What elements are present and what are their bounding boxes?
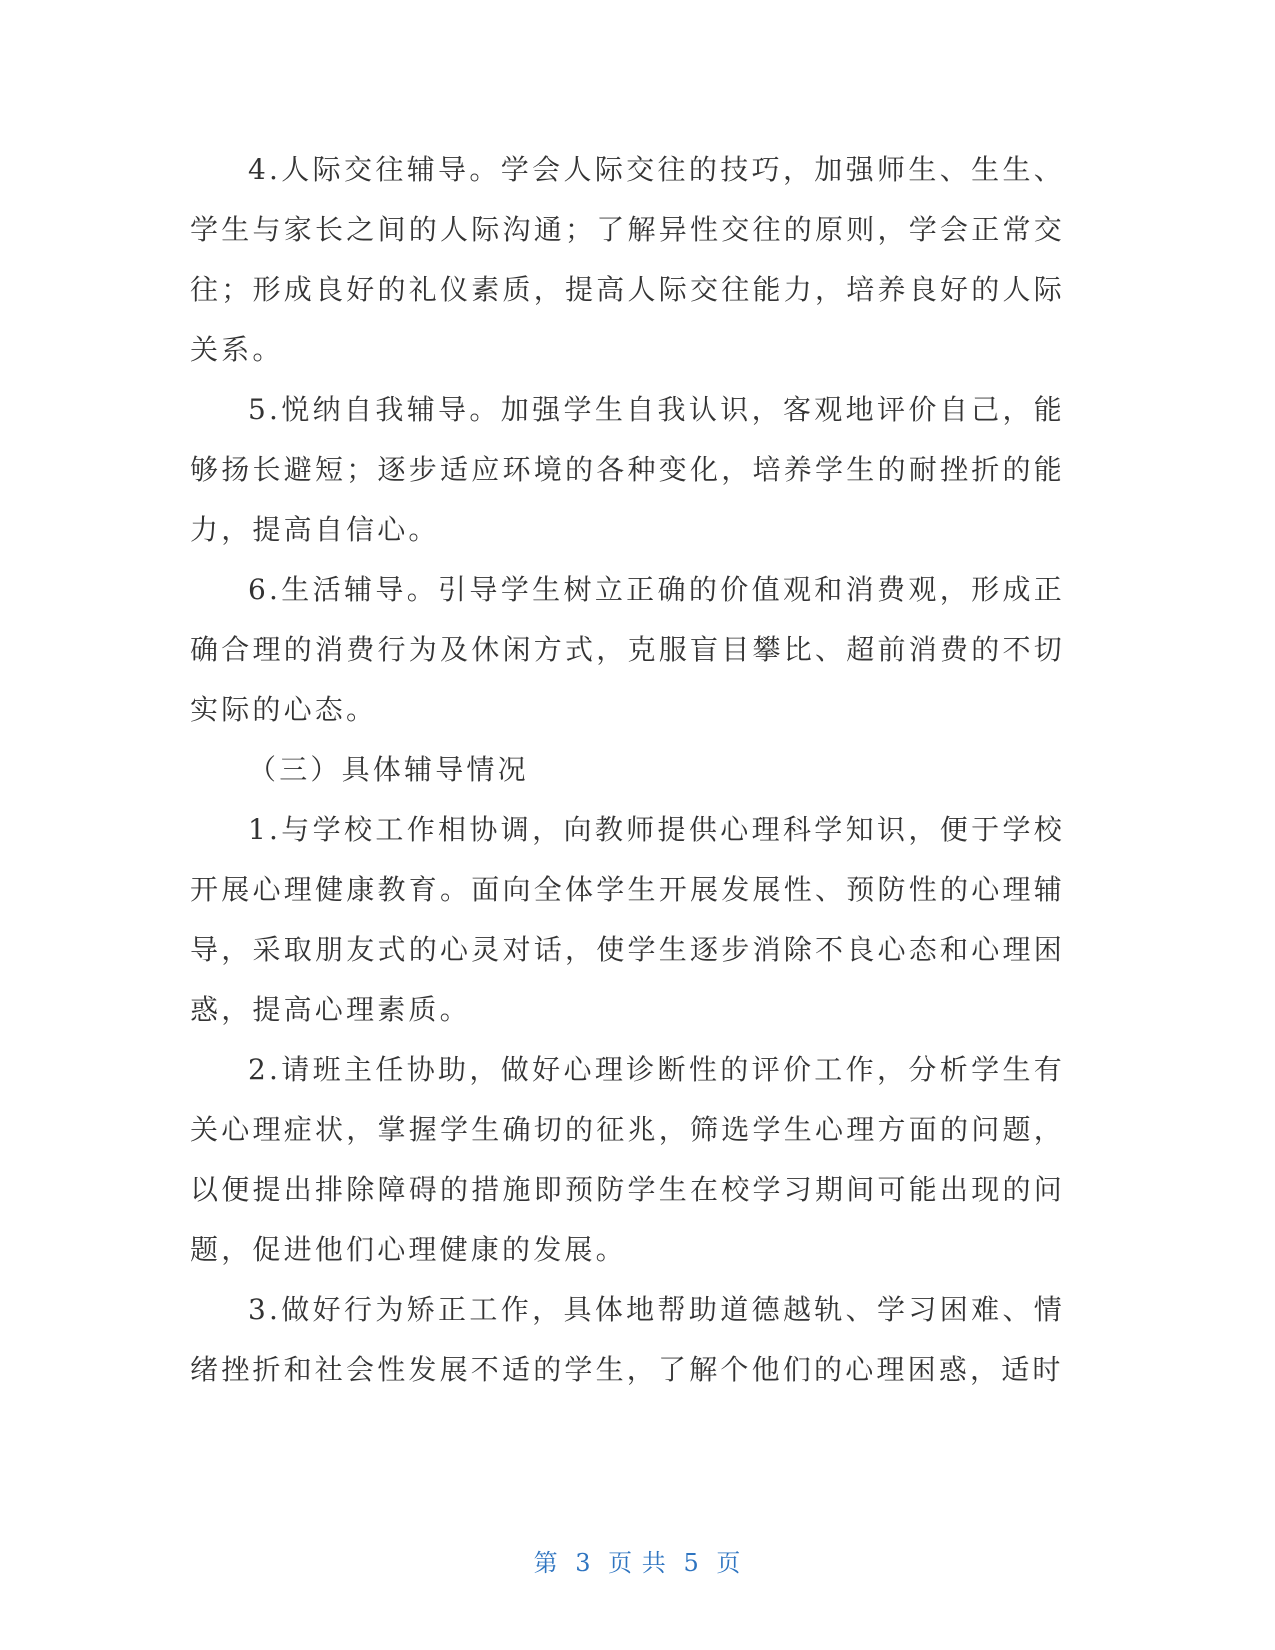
paragraph-interpersonal-guidance: 4.人际交往辅导。学会人际交往的技巧，加强师生、生生、学生与家长之间的人际沟通；了解异性交往的原则，学会正常交往；形成良好的礼仪素质，提高人际交往能力，培养良好的人际关系。 xyxy=(190,153,1065,366)
section-heading: （三）具体辅导情况 xyxy=(248,753,529,786)
paragraph-behavior-correction: 3.做好行为矫正工作，具体地帮助道德越轨、学习困难、情绪挫折和社会性发展不适的学生，了解个他们的心理困惑，适时 xyxy=(190,1293,1065,1386)
page-footer xyxy=(0,1548,1275,1578)
footer-current-page: 3 xyxy=(575,1549,592,1577)
document-body xyxy=(190,140,1065,1400)
paragraph-head-teacher-assist: 2.请班主任协助，做好心理诊断性的评价工作，分析学生有关心理症状，掌握学生确切的征兆，筛选学生心理方面的问题，以便提出排除障碍的措施即预防学生在校学习期间可能出现的问题，促进他们心理健康的发展。 xyxy=(190,1053,1065,1266)
footer-prefix: 第 xyxy=(533,1549,559,1577)
paragraph-life-guidance: 6.生活辅导。引导学生树立正确的价值观和消费观，形成正确合理的消费行为及休闲方式，克服盲目攀比、超前消费的不切实际的心态。 xyxy=(190,573,1065,726)
footer-suffix: 页 xyxy=(716,1549,742,1577)
paragraph-self-acceptance-guidance: 5.悦纳自我辅导。加强学生自我认识，客观地评价自己，能够扬长避短；逐步适应环境的各种变化，培养学生的耐挫折的能力，提高自信心。 xyxy=(190,393,1065,546)
footer-middle: 页 共 xyxy=(608,1549,667,1577)
paragraph-coordinate-school-work: 1.与学校工作相协调，向教师提供心理科学知识，便于学校开展心理健康教育。面向全体学生开展发展性、预防性的心理辅导，采取朋友式的心灵对话，使学生逐步消除不良心态和心理困惑，提高心理素质。 xyxy=(190,813,1065,1026)
footer-total-pages: 5 xyxy=(683,1549,700,1577)
